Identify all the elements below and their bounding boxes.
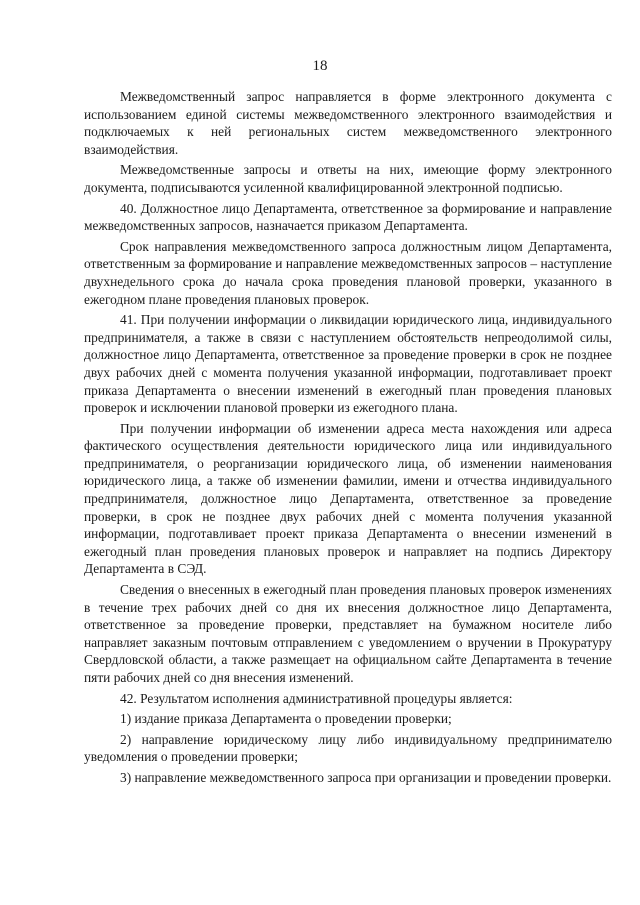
paragraph: Сведения о внесенных в ежегодный план проведения плановых проверок изменениях в течение трех рабочих дней со дня их внесения должностное лицо Департамента, ответственное за проведение проверки, представляет на бумажном носителе либо направляет заказным почтовым отправлением с уведомлением о вручении в Прокуратуру Свердловской области, а также размещает на официальном сайте Департамента в течение пяти рабочих дней со дня внесения изменений.	[84, 582, 612, 685]
paragraph: Межведомственный запрос направляется в форме электронного документа с использованием единой системы межведомственного электронного взаимодействия и подключаемых к ней региональных систем межведомственного электронного взаимодействия.	[84, 89, 612, 157]
paragraph: 42. Результатом исполнения административной процедуры является:	[120, 690, 513, 706]
paragraph: 40. Должностное лицо Департамента, ответственное за формирование и направление межведомственных запросов, назначается приказом Департамента.	[84, 200, 612, 234]
list-item: 2) направление юридическому лицу либо индивидуальному предпринимателю уведомления о проведении проверки;	[84, 731, 612, 765]
paragraph: 41. При получении информации о ликвидации юридического лица, индивидуального предпринимателя, а также в связи с наступлением обстоятельств непреодолимой силы, должностное лицо Департамента, ответственное за проведение проверки в срок не позднее двух рабочих дней с момента получения указанной информации, подготавливает проект приказа Департамента о внесении изменений в ежегодный план проведения плановых проверок и исключении плановой проверки из ежегодного плана.	[84, 312, 612, 416]
list-item: 1) издание приказа Департамента о проведении проверки;	[120, 711, 452, 727]
paragraph: Межведомственные запросы и ответы на них, имеющие форму электронного документа, подписываются усиленной квалифицированной электронной подписью.	[84, 162, 612, 195]
paragraph: При получении информации об изменении адреса места нахождения или адреса фактического осуществления деятельности юридического лица или индивидуального предпринимателя, о реорганизации юридического лица, об изменении наименования юридического лица, а также об изменении фамилии, имени и отчества индивидуального предпринимателя, должностное лицо Департамента, ответственное за проведение проверки, в срок не позднее двух рабочих дней с момента получения указанной информации, подготавливает проект приказа Департамента о внесении изменений в ежегодный план проведения плановых проверок и направляет на подпись Директору Департамента в СЭД.	[84, 420, 612, 577]
list-item: 3) направление межведомственного запроса при организации и проведении проверки.	[120, 769, 612, 785]
paragraph: Срок направления межведомственного запроса должностным лицом Департамента, ответственным за формирование и направление межведомственных запросов – наступление двухнедельного срока до начала срока проведения плановой проверки, указанного в ежегодном плане проведения плановых проверок.	[84, 238, 612, 307]
body-text	[84, 88, 612, 790]
page-number: 18	[312, 58, 328, 74]
